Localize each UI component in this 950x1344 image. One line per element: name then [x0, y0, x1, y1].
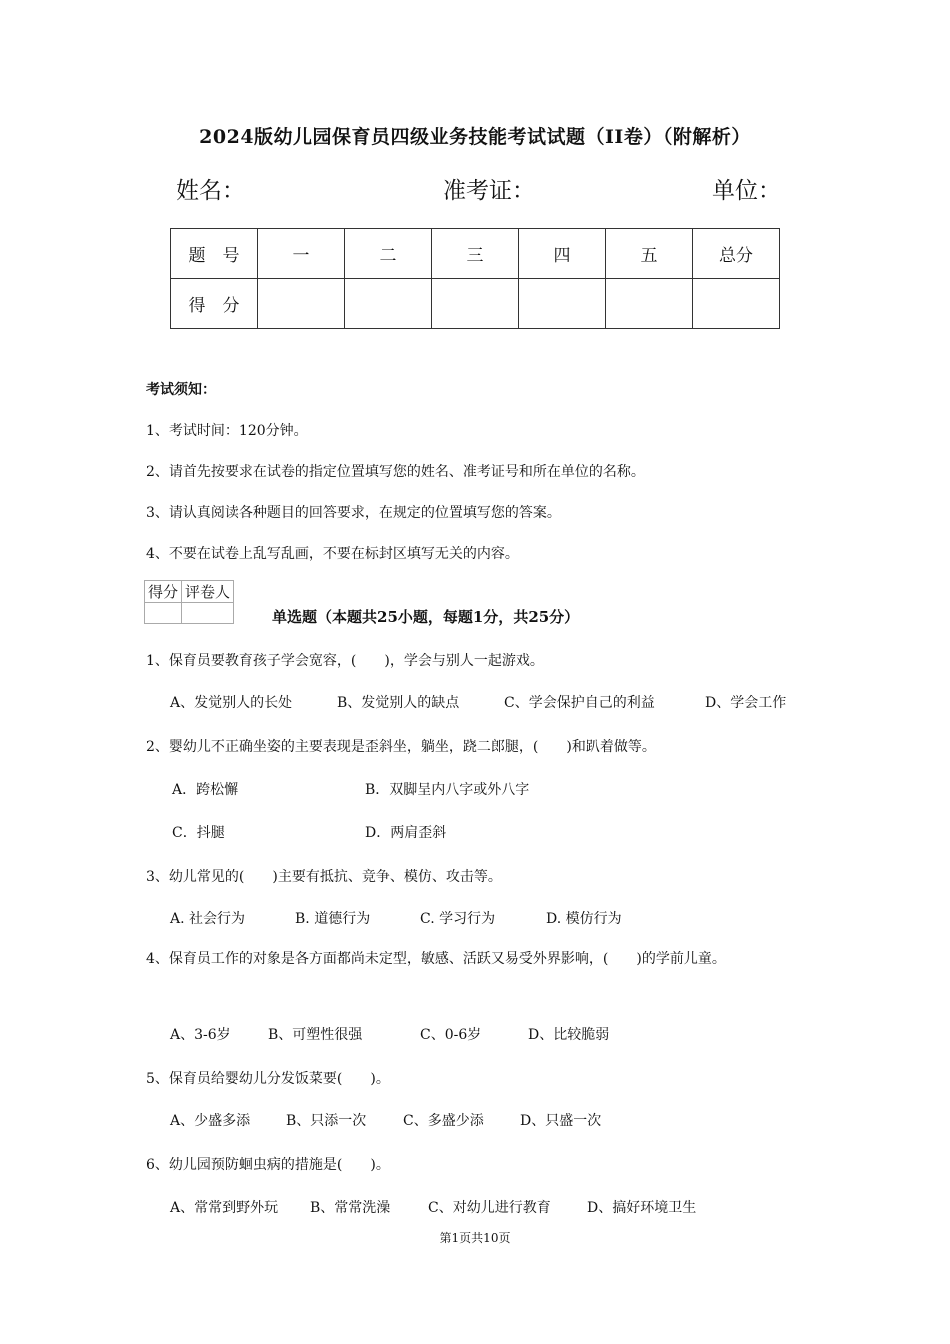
question-option[interactable]: B. 道德行为	[295, 911, 371, 927]
score-row-label: 得 分	[171, 279, 258, 329]
grader-score-cell[interactable]	[145, 603, 182, 624]
score-header-cell: 二	[345, 229, 432, 279]
question-option[interactable]: C．抖腿	[172, 825, 225, 841]
score-cell[interactable]	[519, 279, 606, 329]
notice-item: 3、请认真阅读各种题目的回答要求，在规定的位置填写您的答案。	[146, 505, 561, 521]
question-option[interactable]: D、比较脆弱	[528, 1027, 610, 1043]
score-table-row	[171, 279, 780, 329]
grader-box	[144, 580, 234, 624]
score-table	[170, 228, 780, 329]
score-cell[interactable]	[693, 279, 780, 329]
score-header-cell: 五	[606, 229, 693, 279]
name-field-label: 姓名：	[176, 178, 245, 204]
score-header-cell: 题 号	[171, 229, 258, 279]
question-option[interactable]: D．两肩歪斜	[365, 825, 447, 841]
question-option[interactable]: B．双脚呈内八字或外八字	[365, 782, 530, 798]
question-stem: 2、婴幼儿不正确坐姿的主要表现是歪斜坐，躺坐，跷二郎腿，( )和趴着做等。	[146, 739, 656, 755]
question-option[interactable]: D、只盛一次	[520, 1113, 602, 1129]
page-title: 2024版幼儿园保育员四级业务技能考试试题（II卷）（附解析）	[199, 126, 751, 148]
question-option[interactable]: D、学会工作	[705, 695, 787, 711]
page-footer: 第1页共10页	[439, 1231, 511, 1245]
question-option[interactable]: A. 社会行为	[170, 911, 246, 927]
score-cell[interactable]	[432, 279, 519, 329]
question-option[interactable]: A、少盛多添	[170, 1113, 251, 1129]
notice-item: 1、考试时间：120分钟。	[146, 423, 308, 439]
grader-reviewer-label: 评卷人	[182, 581, 234, 603]
question-stem: 4、保育员工作的对象是各方面都尚未定型，敏感、活跃又易受外界影响，( )的学前儿童。	[146, 951, 726, 967]
question-option[interactable]: B、只添一次	[286, 1113, 367, 1129]
question-option[interactable]: C、对幼儿进行教育	[428, 1200, 551, 1216]
question-option[interactable]: C、多盛少添	[403, 1113, 484, 1129]
score-header-cell: 四	[519, 229, 606, 279]
question-stem: 6、幼儿园预防蛔虫病的措施是( )。	[146, 1157, 390, 1173]
question-stem: 5、保育员给婴幼儿分发饭菜要( )。	[146, 1071, 390, 1087]
question-option[interactable]: A、发觉别人的长处	[170, 695, 293, 711]
score-table-header-row	[171, 229, 780, 279]
unit-field-label: 单位：	[712, 178, 781, 204]
grader-reviewer-cell[interactable]	[182, 603, 234, 624]
question-option[interactable]: D. 模仿行为	[546, 911, 622, 927]
notice-heading: 考试须知：	[146, 382, 216, 398]
question-option[interactable]: C. 学习行为	[420, 911, 496, 927]
question-option[interactable]: A．跨松懈	[172, 782, 239, 798]
exam-number-field-label: 准考证：	[443, 178, 535, 204]
notice-item: 2、请首先按要求在试卷的指定位置填写您的姓名、准考证号和所在单位的名称。	[146, 464, 645, 480]
notice-item: 4、不要在试卷上乱写乱画，不要在标封区填写无关的内容。	[146, 546, 519, 562]
score-header-cell: 三	[432, 229, 519, 279]
question-option[interactable]: A、常常到野外玩	[170, 1200, 279, 1216]
question-option[interactable]: B、可塑性很强	[268, 1027, 363, 1043]
score-header-cell: 一	[258, 229, 345, 279]
question-stem: 1、保育员要教育孩子学会宽容，( )，学会与别人一起游戏。	[146, 653, 544, 669]
score-cell[interactable]	[345, 279, 432, 329]
question-option[interactable]: C、学会保护自己的利益	[504, 695, 655, 711]
question-stem: 3、幼儿常见的( )主要有抵抗、竞争、模仿、攻击等。	[146, 869, 502, 885]
question-option[interactable]: A、3-6岁	[170, 1027, 231, 1043]
question-option[interactable]: B、发觉别人的缺点	[337, 695, 460, 711]
section-title: 单选题（本题共25小题，每题1分，共25分）	[272, 608, 580, 626]
score-cell[interactable]	[258, 279, 345, 329]
grader-score-label: 得分	[145, 581, 182, 603]
question-option[interactable]: D、搞好环境卫生	[587, 1200, 697, 1216]
question-option[interactable]: C、0-6岁	[420, 1027, 482, 1043]
score-cell[interactable]	[606, 279, 693, 329]
question-option[interactable]: B、常常洗澡	[310, 1200, 391, 1216]
score-header-cell: 总分	[693, 229, 780, 279]
